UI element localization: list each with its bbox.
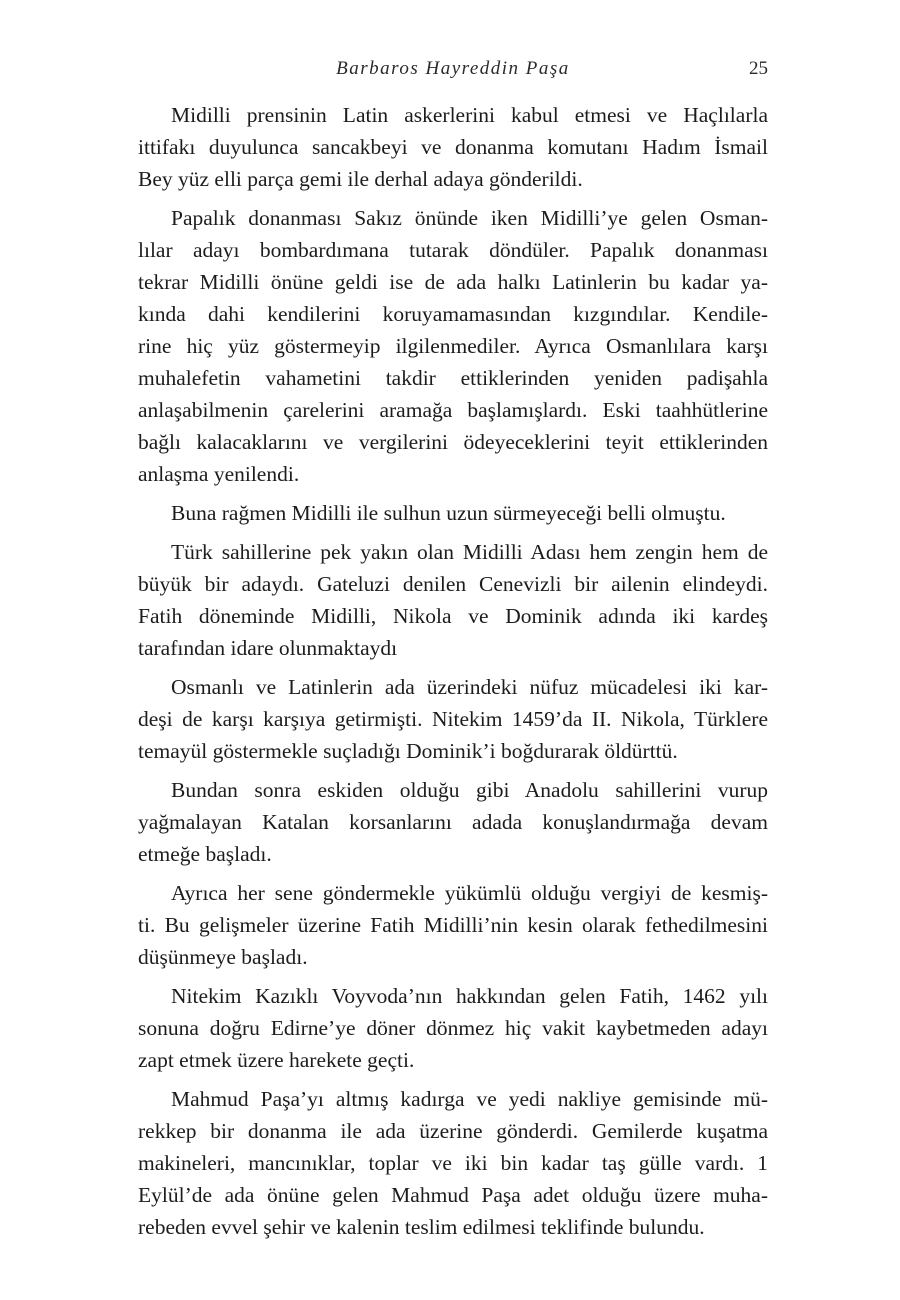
- text-line: kında dahi kendilerini koruyamamasından kızgındılar. Kendile-: [138, 302, 768, 326]
- text-line: Mahmud Paşa’yı altmış kadırga ve yedi nakliye gemisinde mü-: [171, 1087, 768, 1111]
- text-line: tekrar Midilli önüne geldi ise de ada halkı Latinlerin bu kadar ya-: [138, 270, 768, 294]
- text-line: sonuna doğru Edirne’ye döner dönmez hiç vakit kaybetmeden adayı: [138, 1016, 768, 1040]
- paragraph: [138, 980, 768, 1076]
- text-line: makineleri, mancınıklar, toplar ve iki bin kadar taş gülle vardı. 1: [138, 1151, 768, 1175]
- text-line: Ayrıca her sene göndermekle yükümlü olduğu vergiyi de kesmiş-: [171, 881, 768, 905]
- text-line: Bundan sonra eskiden olduğu gibi Anadolu sahillerini vurup: [171, 778, 768, 802]
- text-line: muhalefetin vahametini takdir ettiklerinden yeniden padişahla: [138, 366, 768, 390]
- text-line: anlaşma yenilendi.: [138, 462, 300, 486]
- paragraph: [138, 877, 768, 973]
- text-line: deşi de karşı karşıya getirmişti. Nitekim 1459’da II. Nikola, Türklere: [138, 707, 768, 731]
- paragraph: [138, 202, 768, 490]
- text-line: Bey yüz elli parça gemi ile derhal adaya gönderildi.: [138, 167, 583, 191]
- text-line: lılar adayı bombardımana tutarak döndüler. Papalık donanması: [138, 238, 768, 262]
- page-number: 25: [749, 58, 768, 79]
- text-line: zapt etmek üzere harekete geçti.: [138, 1048, 415, 1072]
- text-line: rebeden evvel şehir ve kalenin teslim edilmesi teklifinde bulundu.: [138, 1215, 705, 1239]
- body-text: [138, 99, 768, 1250]
- running-title: Barbaros Hayreddin Paşa: [336, 58, 570, 79]
- paragraph: [138, 99, 768, 195]
- paragraph: [138, 497, 768, 529]
- paragraph: [138, 536, 768, 664]
- paragraph: [138, 774, 768, 870]
- text-line: Türk sahillerine pek yakın olan Midilli Adası hem zengin hem de: [171, 540, 768, 564]
- text-line: Midilli prensinin Latin askerlerini kabul etmesi ve Haçlılarla: [171, 103, 768, 127]
- text-line: Papalık donanması Sakız önünde iken Midilli’ye gelen Osman-: [171, 206, 768, 230]
- text-line: büyük bir adaydı. Gateluzi denilen Cenevizli bir ailenin elindeydi.: [138, 572, 768, 596]
- running-header: [138, 58, 768, 88]
- text-line: ittifakı duyulunca sancakbeyi ve donanma komutanı Hadım İsmail: [138, 135, 768, 159]
- text-line: rine hiç yüz göstermeyip ilgilenmediler. Ayrıca Osmanlılara karşı: [138, 334, 768, 358]
- paragraph: [138, 671, 768, 767]
- text-line: tarafından idare olunmaktaydı: [138, 636, 398, 660]
- text-line: rekkep bir donanma ile ada üzerine gönderdi. Gemilerde kuşatma: [138, 1119, 768, 1143]
- text-line: yağmalayan Katalan korsanlarını adada konuşlandırmağa devam: [138, 810, 768, 834]
- text-line: temayül göstermekle suçladığı Dominik’i boğdurarak öldürttü.: [138, 739, 678, 763]
- text-line: Fatih döneminde Midilli, Nikola ve Dominik adında iki kardeş: [138, 604, 768, 628]
- text-line: düşünmeye başladı.: [138, 945, 308, 969]
- paragraph: [138, 1083, 768, 1243]
- text-line: ti. Bu gelişmeler üzerine Fatih Midilli’nin kesin olarak fethedilmesini: [138, 913, 768, 937]
- text-line: etmeğe başladı.: [138, 842, 272, 866]
- text-line: bağlı kalacaklarını ve vergilerini ödeyeceklerini teyit ettiklerinden: [138, 430, 768, 454]
- text-line: anlaşabilmenin çarelerini aramağa başlamışlardı. Eski taahhütlerine: [138, 398, 768, 422]
- text-line: Osmanlı ve Latinlerin ada üzerindeki nüfuz mücadelesi iki kar-: [171, 675, 768, 699]
- text-line: Eylül’de ada önüne gelen Mahmud Paşa adet olduğu üzere muha-: [138, 1183, 768, 1207]
- text-line: Nitekim Kazıklı Voyvoda’nın hakkından gelen Fatih, 1462 yılı: [171, 984, 768, 1008]
- text-line: Buna rağmen Midilli ile sulhun uzun sürmeyeceği belli olmuştu.: [171, 501, 726, 525]
